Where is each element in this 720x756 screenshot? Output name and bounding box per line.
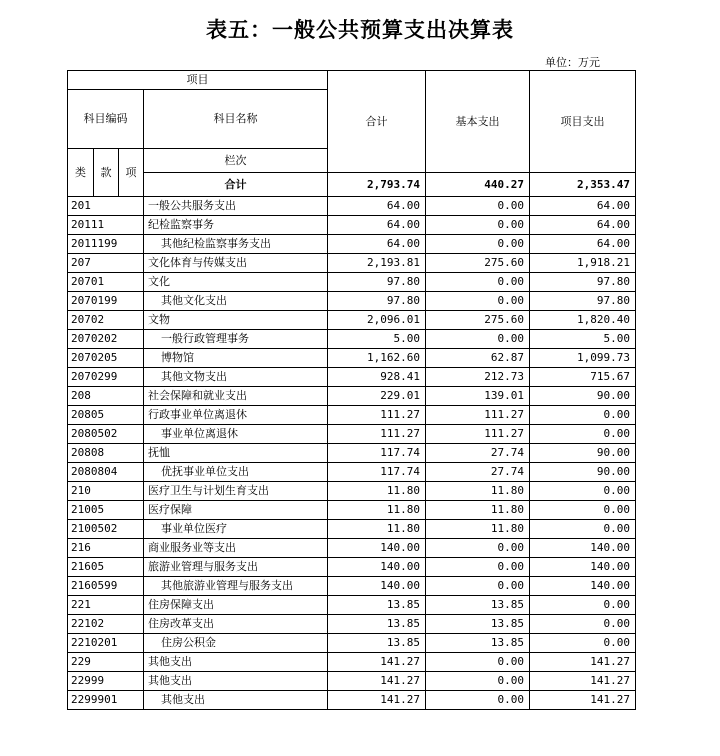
table-row: [68, 653, 636, 672]
row-code: 229: [68, 653, 144, 672]
row-total: 117.74: [328, 444, 426, 463]
row-total: 5.00: [328, 330, 426, 349]
row-total: 13.85: [328, 634, 426, 653]
table-row: [68, 406, 636, 425]
header-name: 科目名称: [144, 90, 328, 149]
table-row: [68, 387, 636, 406]
header-xiang: 项: [119, 149, 144, 197]
row-name: 事业单位离退休: [144, 425, 328, 444]
row-code: 2011199: [68, 235, 144, 254]
row-project: 90.00: [530, 387, 636, 406]
row-name: 博物馆: [144, 349, 328, 368]
row-basic: 212.73: [426, 368, 530, 387]
row-name: 文化体育与传媒支出: [144, 254, 328, 273]
row-code: 22999: [68, 672, 144, 691]
row-basic: 13.85: [426, 634, 530, 653]
row-basic: 62.87: [426, 349, 530, 368]
sum-basic: 440.27: [426, 173, 530, 197]
row-basic: 11.80: [426, 501, 530, 520]
row-code: 2100502: [68, 520, 144, 539]
row-name: 纪检监察事务: [144, 216, 328, 235]
row-name: 医疗卫生与计划生育支出: [144, 482, 328, 501]
table-body: [68, 71, 636, 710]
row-name: 文化: [144, 273, 328, 292]
row-name: 其他支出: [144, 653, 328, 672]
row-basic: 0.00: [426, 216, 530, 235]
table-row: [68, 463, 636, 482]
row-total: 117.74: [328, 463, 426, 482]
row-name: 住房公积金: [144, 634, 328, 653]
row-code: 2210201: [68, 634, 144, 653]
row-project: 64.00: [530, 197, 636, 216]
table-row: [68, 634, 636, 653]
row-basic: 0.00: [426, 235, 530, 254]
row-basic: 0.00: [426, 539, 530, 558]
table-row: [68, 672, 636, 691]
row-project: 140.00: [530, 539, 636, 558]
table-row: [68, 444, 636, 463]
row-project: 141.27: [530, 672, 636, 691]
header-item: 项目: [68, 71, 328, 90]
row-project: 140.00: [530, 558, 636, 577]
row-code: 2080804: [68, 463, 144, 482]
table-row: [68, 596, 636, 615]
row-basic: 0.00: [426, 577, 530, 596]
row-total: 64.00: [328, 216, 426, 235]
row-basic: 11.80: [426, 520, 530, 539]
row-basic: 0.00: [426, 197, 530, 216]
row-project: 1,918.21: [530, 254, 636, 273]
row-code: 201: [68, 197, 144, 216]
row-basic: 0.00: [426, 558, 530, 577]
row-total: 111.27: [328, 406, 426, 425]
sum-row: [68, 173, 636, 197]
table-row: [68, 368, 636, 387]
table-row: [68, 235, 636, 254]
row-name: 旅游业管理与服务支出: [144, 558, 328, 577]
row-total: 13.85: [328, 615, 426, 634]
row-code: 2299901: [68, 691, 144, 710]
row-basic: 0.00: [426, 273, 530, 292]
table-row: [68, 615, 636, 634]
row-code: 22102: [68, 615, 144, 634]
row-name: 事业单位医疗: [144, 520, 328, 539]
row-total: 111.27: [328, 425, 426, 444]
row-name: 一般行政管理事务: [144, 330, 328, 349]
table-row: [68, 292, 636, 311]
table-row: [68, 216, 636, 235]
header-total: 合计: [328, 71, 426, 173]
row-code: 21005: [68, 501, 144, 520]
row-total: 140.00: [328, 539, 426, 558]
row-name: 抚恤: [144, 444, 328, 463]
sum-label: 合计: [144, 173, 328, 197]
table-row: [68, 520, 636, 539]
table-row: [68, 254, 636, 273]
row-name: 其他文物支出: [144, 368, 328, 387]
table-row: [68, 330, 636, 349]
row-project: 140.00: [530, 577, 636, 596]
row-project: 0.00: [530, 596, 636, 615]
row-code: 20805: [68, 406, 144, 425]
row-basic: 275.60: [426, 254, 530, 273]
row-code: 2070202: [68, 330, 144, 349]
row-project: 0.00: [530, 425, 636, 444]
row-basic: 139.01: [426, 387, 530, 406]
row-project: 0.00: [530, 615, 636, 634]
row-name: 其他旅游业管理与服务支出: [144, 577, 328, 596]
row-name: 社会保障和就业支出: [144, 387, 328, 406]
row-basic: 0.00: [426, 330, 530, 349]
row-basic: 11.80: [426, 482, 530, 501]
row-total: 141.27: [328, 672, 426, 691]
row-total: 229.01: [328, 387, 426, 406]
row-project: 0.00: [530, 634, 636, 653]
row-name: 医疗保障: [144, 501, 328, 520]
header-project: 项目支出: [530, 71, 636, 173]
row-basic: 0.00: [426, 653, 530, 672]
table-row: [68, 577, 636, 596]
row-code: 210: [68, 482, 144, 501]
header-lei: 类: [68, 149, 94, 197]
row-code: 2080502: [68, 425, 144, 444]
row-basic: 0.00: [426, 691, 530, 710]
row-code: 2160599: [68, 577, 144, 596]
row-code: 20702: [68, 311, 144, 330]
row-name: 住房保障支出: [144, 596, 328, 615]
row-total: 141.27: [328, 653, 426, 672]
row-basic: 111.27: [426, 406, 530, 425]
row-total: 140.00: [328, 577, 426, 596]
row-project: 97.80: [530, 273, 636, 292]
row-code: 208: [68, 387, 144, 406]
row-total: 2,096.01: [328, 311, 426, 330]
table-row: [68, 349, 636, 368]
row-total: 141.27: [328, 691, 426, 710]
row-project: 715.67: [530, 368, 636, 387]
row-code: 21605: [68, 558, 144, 577]
row-total: 11.80: [328, 501, 426, 520]
row-code: 221: [68, 596, 144, 615]
row-code: 2070205: [68, 349, 144, 368]
row-project: 90.00: [530, 463, 636, 482]
row-total: 11.80: [328, 520, 426, 539]
table-row: [68, 482, 636, 501]
row-total: 64.00: [328, 235, 426, 254]
page-title: 表五：一般公共预算支出决算表: [206, 17, 514, 42]
header-kuan: 款: [94, 149, 119, 197]
row-name: 其他文化支出: [144, 292, 328, 311]
row-name: 住房改革支出: [144, 615, 328, 634]
table-row: [68, 539, 636, 558]
row-project: 0.00: [530, 501, 636, 520]
table-row: [68, 425, 636, 444]
table-row: [68, 273, 636, 292]
row-basic: 13.85: [426, 596, 530, 615]
row-project: 5.00: [530, 330, 636, 349]
row-basic: 27.74: [426, 444, 530, 463]
row-name: 优抚事业单位支出: [144, 463, 328, 482]
row-code: 2070199: [68, 292, 144, 311]
row-basic: 275.60: [426, 311, 530, 330]
row-name: 其他支出: [144, 672, 328, 691]
row-basic: 0.00: [426, 672, 530, 691]
row-project: 141.27: [530, 691, 636, 710]
row-project: 90.00: [530, 444, 636, 463]
row-basic: 0.00: [426, 292, 530, 311]
row-project: 0.00: [530, 520, 636, 539]
row-code: 2070299: [68, 368, 144, 387]
header-basic: 基本支出: [426, 71, 530, 173]
row-basic: 111.27: [426, 425, 530, 444]
row-total: 140.00: [328, 558, 426, 577]
row-name: 文物: [144, 311, 328, 330]
row-project: 0.00: [530, 482, 636, 501]
row-total: 64.00: [328, 197, 426, 216]
row-total: 11.80: [328, 482, 426, 501]
table-row: [68, 501, 636, 520]
row-basic: 13.85: [426, 615, 530, 634]
header-lanci: 栏次: [144, 149, 328, 173]
row-code: 20111: [68, 216, 144, 235]
sum-total: 2,793.74: [328, 173, 426, 197]
row-project: 141.27: [530, 653, 636, 672]
row-basic: 27.74: [426, 463, 530, 482]
row-total: 97.80: [328, 273, 426, 292]
row-code: 20808: [68, 444, 144, 463]
table-row: [68, 558, 636, 577]
row-project: 1,820.40: [530, 311, 636, 330]
header-code: 科目编码: [68, 90, 144, 149]
row-code: 20701: [68, 273, 144, 292]
row-code: 216: [68, 539, 144, 558]
budget-table: [67, 70, 636, 710]
row-name: 其他支出: [144, 691, 328, 710]
row-project: 0.00: [530, 406, 636, 425]
row-name: 一般公共服务支出: [144, 197, 328, 216]
row-project: 97.80: [530, 292, 636, 311]
table-row: [68, 197, 636, 216]
row-total: 97.80: [328, 292, 426, 311]
table-row: [68, 691, 636, 710]
row-code: 207: [68, 254, 144, 273]
row-total: 928.41: [328, 368, 426, 387]
row-project: 64.00: [530, 216, 636, 235]
row-total: 13.85: [328, 596, 426, 615]
row-total: 1,162.60: [328, 349, 426, 368]
row-name: 其他纪检监察事务支出: [144, 235, 328, 254]
header-row-item: [68, 71, 636, 90]
row-total: 2,193.81: [328, 254, 426, 273]
row-project: 64.00: [530, 235, 636, 254]
table-row: [68, 311, 636, 330]
unit-label: 单位：万元: [545, 56, 600, 69]
row-project: 1,099.73: [530, 349, 636, 368]
sum-project: 2,353.47: [530, 173, 636, 197]
row-name: 商业服务业等支出: [144, 539, 328, 558]
row-name: 行政事业单位离退休: [144, 406, 328, 425]
